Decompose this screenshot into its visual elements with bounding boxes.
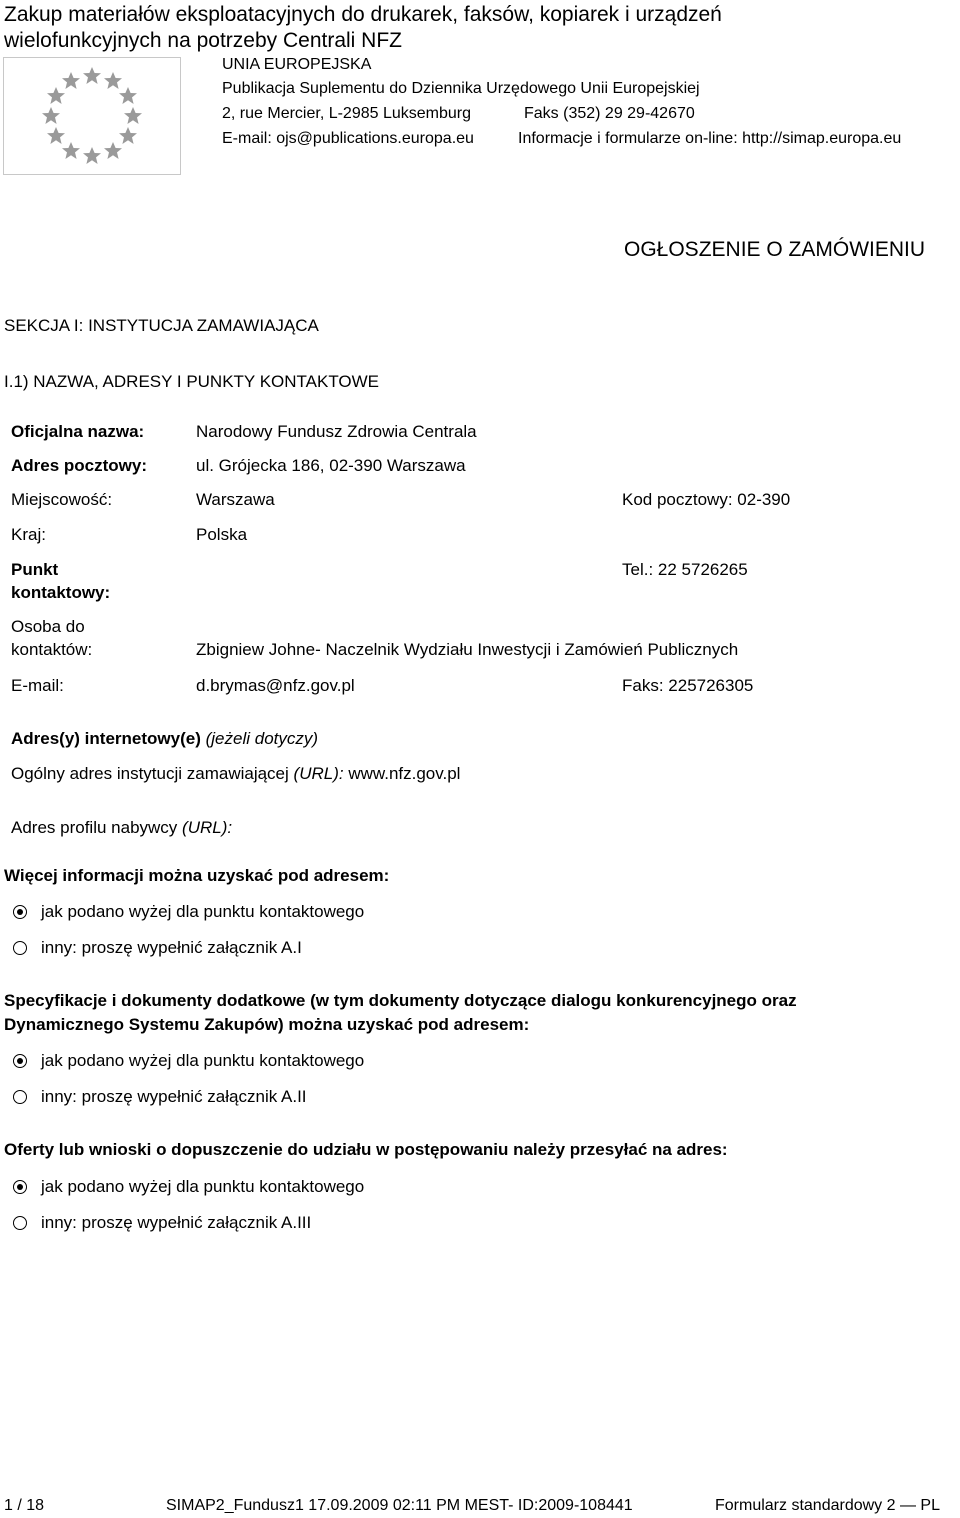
more-info-radio-same[interactable] (13, 905, 27, 919)
more-info-option-same: jak podano wyżej dla punktu kontaktowego (41, 902, 365, 921)
fax-value: Faks: 225726305 (622, 676, 754, 695)
notice-title: OGŁOSZENIE O ZAMÓWIENIU (624, 238, 926, 261)
postal-code: Kod pocztowy: 02-390 (622, 490, 791, 509)
general-address-row (11, 764, 460, 784)
specs-heading-line-1: Specyfikacje i dokumenty dodatkowe (w tym dokumenty dotyczące dialogu konkurencyjnego oraz (4, 991, 797, 1010)
buyer-profile-row (11, 818, 232, 838)
town-value: Warszawa (196, 490, 275, 509)
town-label: Miejscowość: (11, 490, 113, 509)
specs-radio-same[interactable] (13, 1054, 27, 1068)
contact-person-label-2: kontaktów: (11, 640, 93, 659)
document-title-line-2: wielofunkcyjnych na potrzeby Centrali NFZ (4, 29, 402, 52)
header-org: UNIA EUROPEJSKA (222, 56, 372, 73)
more-info-option-other: inny: proszę wypełnić załącznik A.I (41, 938, 302, 957)
specs-option-other: inny: proszę wypełnić załącznik A.II (41, 1087, 307, 1106)
internet-heading-text: Adres(y) internetowy(e) (11, 729, 201, 748)
contact-person-label-1: Osoba do (11, 617, 85, 636)
general-address-url[interactable]: www.nfz.gov.pl (348, 764, 461, 783)
header-publication: Publikacja Suplementu do Dziennika Urzędowego Unii Europejskiej (222, 80, 700, 97)
offers-radio-other[interactable] (13, 1216, 27, 1230)
more-info-heading: Więcej informacji można uzyskać pod adresem: (4, 866, 390, 885)
general-address-label: Ogólny adres instytucji zamawiającej (11, 764, 289, 783)
official-name-label: Oficjalna nazwa: (11, 422, 145, 441)
contact-person-value: Zbigniew Johne- Naczelnik Wydziału Inwestycji i Zamówień Publicznych (196, 640, 739, 659)
buyer-profile-url-tag: (URL): (182, 818, 233, 837)
footer-page-number: 1 / 18 (4, 1497, 45, 1514)
country-value: Polska (196, 525, 248, 544)
eu-flag-logo (3, 57, 181, 175)
offers-radio-same[interactable] (13, 1180, 27, 1194)
specs-option-same: jak podano wyżej dla punktu kontaktowego (41, 1051, 365, 1070)
offers-heading: Oferty lub wnioski o dopuszczenie do udziału w postępowaniu należy przesyłać na adres: (4, 1140, 728, 1159)
tel-value: Tel.: 22 5726265 (622, 560, 748, 579)
email-label: E-mail: (11, 676, 64, 695)
official-name-value: Narodowy Fundusz Zdrowia Centrala (196, 422, 477, 441)
general-address-url-tag: (URL): (293, 764, 344, 783)
header-fax: Faks (352) 29 29-42670 (524, 105, 695, 122)
footer-meta: SIMAP2_Fundusz1 17.09.2009 02:11 PM MEST- ID:2009-108441 (166, 1497, 633, 1514)
header-address: 2, rue Mercier, L-2985 Luksemburg (222, 105, 472, 122)
country-label: Kraj: (11, 525, 46, 544)
subsection-title: I.1) NAZWA, ADRESY I PUNKTY KONTAKTOWE (4, 372, 380, 391)
internet-heading (11, 729, 318, 749)
internet-heading-note: (jeżeli dotyczy) (205, 729, 319, 748)
specs-heading-line-2: Dynamicznego Systemu Zakupów) można uzyskać pod adresem: (4, 1015, 530, 1034)
footer-form: Formularz standardowy 2 — PL (715, 1497, 940, 1514)
section-title: SEKCJA I: INSTYTUCJA ZAMAWIAJĄCA (4, 316, 319, 335)
contact-point-label-1: Punkt (11, 560, 59, 579)
document-title-line-1: Zakup materiałów eksploatacyjnych do drukarek, faksów, kopiarek i urządzeń (4, 3, 722, 26)
header-email: E-mail: ojs@publications.europa.eu (222, 130, 474, 147)
postal-address-label: Adres pocztowy: (11, 456, 148, 475)
postal-address-value: ul. Grójecka 186, 02-390 Warszawa (196, 456, 466, 475)
header-info-link[interactable]: Informacje i formularze on-line: http://simap.europa.eu (518, 130, 902, 147)
specs-radio-other[interactable] (13, 1090, 27, 1104)
email-value[interactable]: d.brymas@nfz.gov.pl (196, 676, 355, 695)
buyer-profile-label: Adres profilu nabywcy (11, 818, 178, 837)
contact-point-label-2: kontaktowy: (11, 583, 111, 602)
offers-option-other: inny: proszę wypełnić załącznik A.III (41, 1213, 312, 1232)
more-info-radio-other[interactable] (13, 941, 27, 955)
eu-stars-icon (4, 58, 180, 174)
offers-option-same: jak podano wyżej dla punktu kontaktowego (41, 1177, 365, 1196)
